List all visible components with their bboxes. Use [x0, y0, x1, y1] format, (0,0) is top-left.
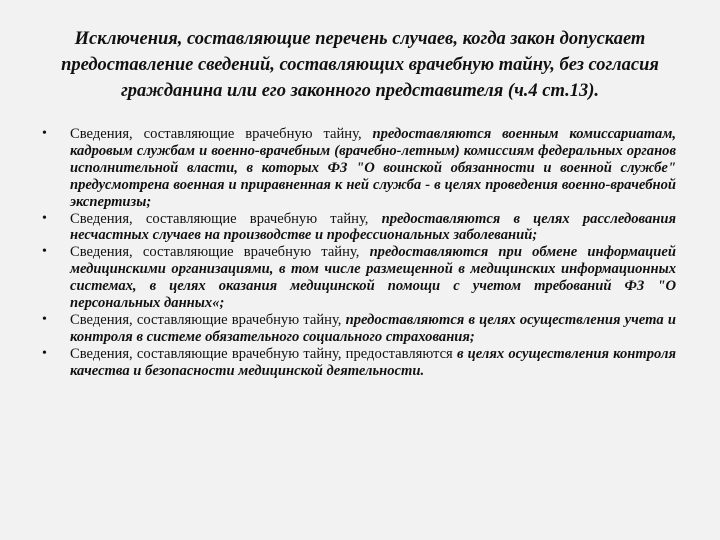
list-item-text: предоставляются военным комиссариатам, кадровым службам и военно-врачебным (врачебно-летным) комиссиям федеральных органов исполнительной власти, в которых ФЗ "О воинской обязанности и военной службе" предусмотрена военная и приравненная к ней служба - в целях проведения военно-врачебной экспертизы;: [70, 126, 676, 210]
bullet-icon: •: [42, 244, 47, 260]
list-item-text: в целях осуществления контроля качества и безопасности медицинской деятельности.: [70, 345, 676, 379]
list-item-lead: Сведения, составляющие врачебную тайну,: [70, 311, 346, 328]
bullet-icon: •: [42, 345, 47, 361]
list-item-lead: Сведения, составляющие врачебную тайну, предоставляются: [70, 345, 457, 362]
list-item: [42, 244, 676, 312]
list-item-text: предоставляются в целях расследования несчастных случаев на производстве и профессиональных заболеваний;: [70, 210, 676, 244]
list-item-lead: Сведения, составляющие врачебную тайну,: [70, 210, 382, 227]
list-item: [42, 211, 676, 245]
list-item-lead: Сведения, составляющие врачебную тайну,: [70, 244, 370, 261]
list-item-text: предоставляются при обмене информацией медицинскими организациями, в том числе размещенной в медицинских информационных системах, в целях оказания медицинской помощи с учетом требований ФЗ "О персональных данных«;: [70, 244, 676, 312]
slide-title: Исключения, составляющие перечень случаев, когда закон допускает предоставление сведений, составляющих врачебную тайну, без согласия гражданина или его законного представителя (ч.4 ст.13).: [61, 29, 659, 101]
bullet-icon: •: [42, 210, 47, 226]
list-item: [42, 126, 676, 211]
bullet-icon: •: [42, 311, 47, 327]
list-item: [42, 346, 676, 380]
list-item-lead: Сведения, составляющие врачебную тайну,: [70, 126, 373, 142]
list-item: [42, 312, 676, 346]
list-item-text: предоставляются в целях осуществления учета и контроля в системе обязательного социального страхования;: [70, 311, 676, 345]
bullet-icon: •: [42, 126, 47, 141]
exceptions-list: [42, 126, 676, 380]
